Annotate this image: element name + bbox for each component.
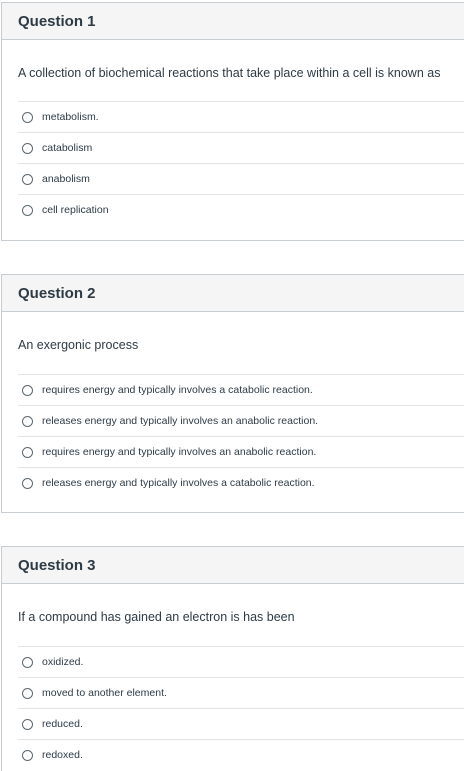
- question-title: Question 3: [18, 556, 96, 574]
- radio-button-icon[interactable]: [22, 719, 33, 730]
- answer-label[interactable]: cell replication: [42, 204, 109, 216]
- radio-button-icon[interactable]: [22, 478, 33, 489]
- question-card-3: [1, 546, 464, 771]
- answer-label[interactable]: requires energy and typically involves a catabolic reaction.: [42, 384, 313, 396]
- answer-list: [18, 101, 464, 225]
- radio-button-icon[interactable]: [22, 750, 33, 761]
- answer-option[interactable]: [18, 677, 464, 708]
- answer-option[interactable]: [18, 194, 464, 225]
- radio-button-icon[interactable]: [22, 657, 33, 668]
- answer-option[interactable]: [18, 467, 464, 498]
- answer-label[interactable]: catabolism: [42, 142, 93, 154]
- answer-label[interactable]: releases energy and typically involves an anabolic reaction.: [42, 415, 319, 427]
- answer-label[interactable]: requires energy and typically involves an anabolic reaction.: [42, 446, 317, 458]
- question-body: [2, 338, 464, 498]
- answer-option[interactable]: [18, 132, 464, 163]
- radio-button-icon[interactable]: [22, 143, 33, 154]
- radio-button-icon[interactable]: [22, 205, 33, 216]
- question-body: [2, 610, 464, 770]
- question-header: [2, 275, 464, 312]
- question-card-2: [1, 274, 464, 513]
- answer-option[interactable]: [18, 739, 464, 770]
- answer-label[interactable]: reduced.: [42, 718, 83, 730]
- radio-button-icon[interactable]: [22, 688, 33, 699]
- answer-label[interactable]: anabolism: [42, 173, 90, 185]
- answer-option[interactable]: [18, 405, 464, 436]
- answer-label[interactable]: oxidized.: [42, 656, 84, 668]
- question-header: [2, 547, 464, 584]
- answer-option[interactable]: [18, 374, 464, 405]
- answer-label[interactable]: redoxed.: [42, 749, 83, 761]
- answer-label[interactable]: releases energy and typically involves a catabolic reaction.: [42, 477, 315, 489]
- question-text: A collection of biochemical reactions that take place within a cell is known as: [18, 66, 441, 80]
- radio-button-icon[interactable]: [22, 385, 33, 396]
- question-body: [2, 66, 464, 225]
- question-title: Question 2: [18, 284, 96, 302]
- radio-button-icon[interactable]: [22, 416, 33, 427]
- answer-list: [18, 374, 464, 498]
- radio-button-icon[interactable]: [22, 447, 33, 458]
- answer-option[interactable]: [18, 708, 464, 739]
- question-card-1: [1, 2, 464, 241]
- answer-option[interactable]: [18, 101, 464, 132]
- answer-option[interactable]: [18, 436, 464, 467]
- question-text: An exergonic process: [18, 338, 139, 352]
- answer-option[interactable]: [18, 163, 464, 194]
- radio-button-icon[interactable]: [22, 174, 33, 185]
- answer-label[interactable]: metabolism.: [42, 111, 99, 123]
- answer-option[interactable]: [18, 646, 464, 677]
- answer-list: [18, 646, 464, 770]
- answer-label[interactable]: moved to another element.: [42, 687, 167, 699]
- question-header: [2, 3, 464, 40]
- radio-button-icon[interactable]: [22, 112, 33, 123]
- question-text: If a compound has gained an electron is has been: [18, 610, 295, 624]
- question-title: Question 1: [18, 12, 96, 30]
